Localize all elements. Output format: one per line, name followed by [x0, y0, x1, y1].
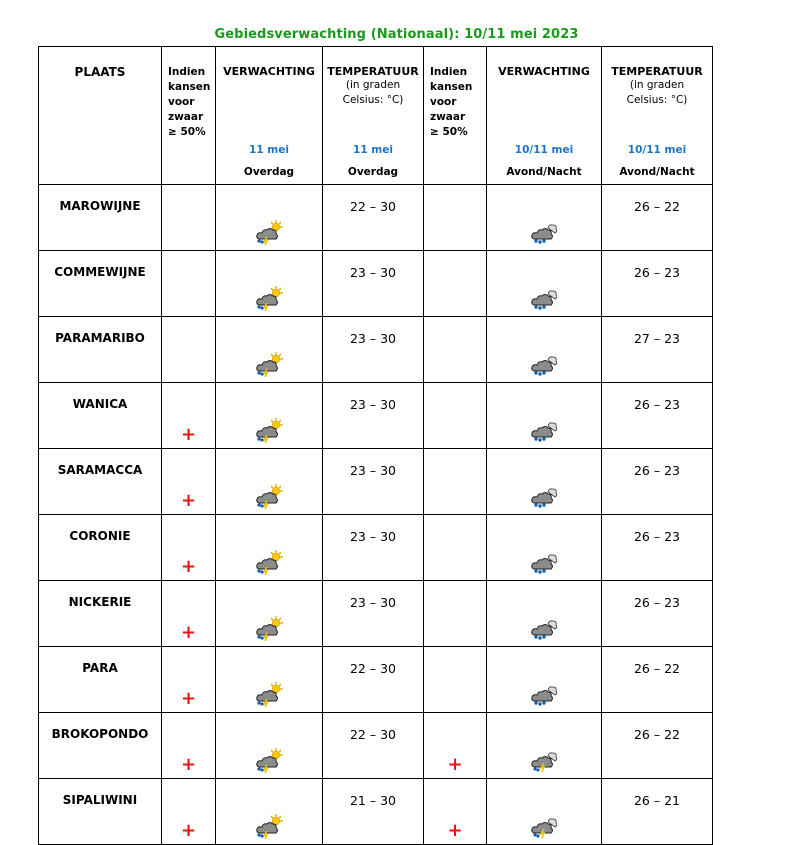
forecast-night-cell	[487, 185, 602, 251]
heavy-chance-marker: +	[180, 490, 197, 511]
temp-day-cell: 23 – 30	[323, 251, 424, 317]
sun-cloud-thunder-icon	[254, 351, 284, 377]
header-chance-day: Indien kansen voor zwaar ≥ 50%	[162, 47, 216, 185]
table-row	[39, 515, 713, 581]
place-name: PARA	[39, 647, 162, 713]
temp-day-cell: 23 – 30	[323, 515, 424, 581]
cloud-rain-icon	[529, 219, 559, 245]
forecast-day-cell	[216, 647, 323, 713]
header-forecast-day: VERWACHTING 11 mei Overdag	[216, 47, 323, 185]
table-row	[39, 251, 713, 317]
heavy-chance-marker: +	[180, 622, 197, 643]
chance-day-cell	[162, 581, 216, 647]
sun-cloud-thunder-icon	[254, 681, 284, 707]
forecast-day-cell	[216, 779, 323, 845]
header-temp-night-period: Avond/Nacht	[619, 166, 695, 178]
chance-night-cell	[424, 317, 487, 383]
temp-day-cell: 22 – 30	[323, 713, 424, 779]
table-row	[39, 317, 713, 383]
header-chance-night: Indien kansen voor zwaar ≥ 50%	[424, 47, 487, 185]
place-name: COMMEWIJNE	[39, 251, 162, 317]
temp-night-cell: 26 – 23	[602, 449, 713, 515]
chance-night-cell	[424, 779, 487, 845]
cloud-rain-icon	[529, 681, 559, 707]
header-temp-day-period: Overdag	[347, 166, 399, 178]
temp-night-cell: 26 – 22	[602, 185, 713, 251]
chance-night-cell	[424, 581, 487, 647]
cloud-thunder-icon	[529, 747, 559, 773]
table-row	[39, 713, 713, 779]
header-forecast-night-period: Avond/Nacht	[506, 166, 582, 178]
heavy-chance-marker: +	[180, 820, 197, 841]
temp-day-cell: 22 – 30	[323, 185, 424, 251]
chance-day-cell	[162, 449, 216, 515]
forecast-day-cell	[216, 581, 323, 647]
table-row	[39, 581, 713, 647]
forecast-day-cell	[216, 515, 323, 581]
place-name: CORONIE	[39, 515, 162, 581]
header-forecast-day-date: 11 mei	[249, 144, 289, 156]
chance-night-cell	[424, 383, 487, 449]
sun-cloud-thunder-icon	[254, 417, 284, 443]
table-row	[39, 185, 713, 251]
sun-cloud-thunder-icon	[254, 483, 284, 509]
sun-cloud-thunder-icon	[254, 219, 284, 245]
forecast-table	[38, 46, 713, 845]
forecast-night-cell	[487, 449, 602, 515]
header-forecast-night: VERWACHTING 10/11 mei Avond/Nacht	[487, 47, 602, 185]
forecast-night-cell	[487, 383, 602, 449]
header-temp-night: TEMPERATUUR (in graden Celsius: °C) 10/11 mei Avond/Nacht	[602, 47, 713, 185]
place-name: NICKERIE	[39, 581, 162, 647]
place-name: SIPALIWINI	[39, 779, 162, 845]
temp-day-cell: 21 – 30	[323, 779, 424, 845]
header-temp-night-date: 10/11 mei	[627, 144, 687, 156]
table-row	[39, 383, 713, 449]
forecast-night-cell	[487, 251, 602, 317]
forecast-day-cell	[216, 251, 323, 317]
chance-day-cell	[162, 779, 216, 845]
place-name: SARAMACCA	[39, 449, 162, 515]
chance-night-cell	[424, 515, 487, 581]
cloud-rain-icon	[529, 615, 559, 641]
heavy-chance-marker: +	[447, 820, 463, 841]
chance-night-cell	[424, 251, 487, 317]
table-row	[39, 449, 713, 515]
sun-cloud-thunder-icon	[254, 615, 284, 641]
table-row	[39, 647, 713, 713]
header-temp-day: TEMPERATUUR (in graden Celsius: °C) 11 mei Overdag	[323, 47, 424, 185]
forecast-day-cell	[216, 713, 323, 779]
temp-day-cell: 22 – 30	[323, 647, 424, 713]
forecast-night-cell	[487, 317, 602, 383]
cloud-rain-icon	[529, 351, 559, 377]
header-forecast-night-date: 10/11 mei	[514, 144, 574, 156]
table-row	[39, 779, 713, 845]
header-plaats: PLAATS	[39, 47, 162, 185]
cloud-rain-icon	[529, 417, 559, 443]
place-name: PARAMARIBO	[39, 317, 162, 383]
page-title: Gebiedsverwachting (Nationaal): 10/11 mei 2023	[214, 27, 579, 42]
temp-night-cell: 26 – 21	[602, 779, 713, 845]
temp-day-cell: 23 – 30	[323, 383, 424, 449]
cloud-thunder-icon	[529, 813, 559, 839]
forecast-day-cell	[216, 185, 323, 251]
cloud-rain-icon	[529, 285, 559, 311]
temp-night-cell: 26 – 22	[602, 647, 713, 713]
heavy-chance-marker: +	[447, 754, 463, 775]
header-row	[39, 47, 713, 185]
chance-day-cell	[162, 383, 216, 449]
temp-night-cell: 26 – 23	[602, 251, 713, 317]
sun-cloud-thunder-icon	[254, 285, 284, 311]
forecast-night-cell	[487, 515, 602, 581]
temp-night-cell: 26 – 23	[602, 383, 713, 449]
forecast-night-cell	[487, 779, 602, 845]
chance-night-cell	[424, 647, 487, 713]
heavy-chance-marker: +	[180, 556, 197, 577]
heavy-chance-marker: +	[180, 688, 197, 709]
place-name: WANICA	[39, 383, 162, 449]
sun-cloud-thunder-icon	[254, 813, 284, 839]
sun-cloud-thunder-icon	[254, 747, 284, 773]
temp-day-cell: 23 – 30	[323, 581, 424, 647]
chance-night-cell	[424, 713, 487, 779]
header-forecast-day-period: Overdag	[243, 166, 295, 178]
temp-day-cell: 23 – 30	[323, 449, 424, 515]
forecast-day-cell	[216, 449, 323, 515]
forecast-day-cell	[216, 383, 323, 449]
cloud-rain-icon	[529, 549, 559, 575]
forecast-day-cell	[216, 317, 323, 383]
forecast-night-cell	[487, 713, 602, 779]
forecast-night-cell	[487, 581, 602, 647]
chance-night-cell	[424, 185, 487, 251]
header-temp-day-date: 11 mei	[353, 144, 393, 156]
heavy-chance-marker: +	[180, 754, 197, 775]
temp-night-cell: 26 – 23	[602, 515, 713, 581]
place-name: BROKOPONDO	[39, 713, 162, 779]
temp-night-cell: 26 – 22	[602, 713, 713, 779]
chance-day-cell	[162, 647, 216, 713]
forecast-night-cell	[487, 647, 602, 713]
temp-night-cell: 27 – 23	[602, 317, 713, 383]
chance-day-cell	[162, 317, 216, 383]
heavy-chance-marker: +	[180, 424, 197, 445]
sun-cloud-thunder-icon	[254, 549, 284, 575]
place-name: MAROWIJNE	[39, 185, 162, 251]
temp-night-cell: 26 – 23	[602, 581, 713, 647]
chance-day-cell	[162, 515, 216, 581]
cloud-rain-icon	[529, 483, 559, 509]
chance-night-cell	[424, 449, 487, 515]
temp-day-cell: 23 – 30	[323, 317, 424, 383]
chance-day-cell	[162, 185, 216, 251]
chance-day-cell	[162, 251, 216, 317]
chance-day-cell	[162, 713, 216, 779]
